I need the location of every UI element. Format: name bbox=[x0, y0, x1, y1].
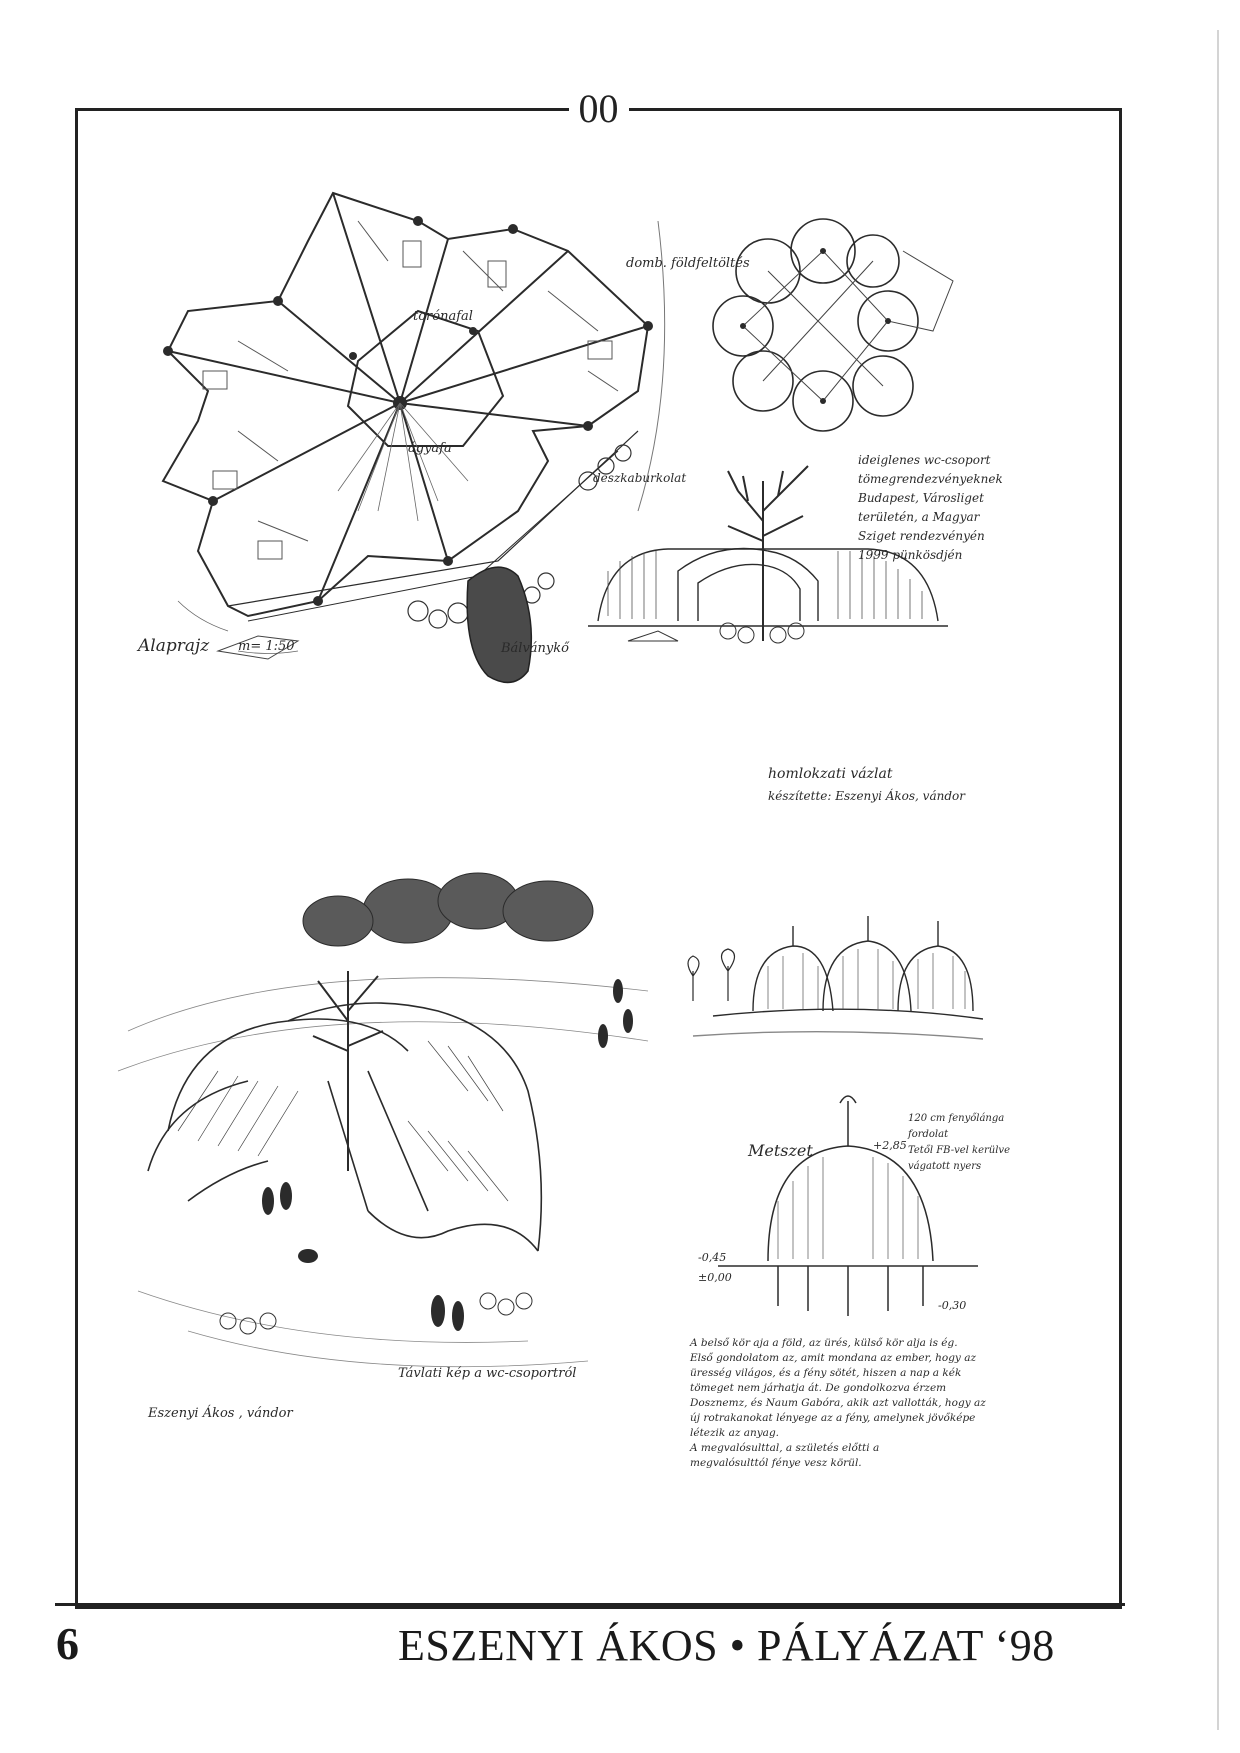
domes-sketch bbox=[653, 891, 983, 1041]
label-base-level: ±0,00 bbox=[698, 1271, 732, 1284]
label-cladding: deszkaburkolat bbox=[593, 471, 687, 485]
page-number: 6 bbox=[56, 1618, 79, 1669]
label-bench: ágyafa bbox=[408, 441, 452, 456]
label-idol-stone: Bálványkő bbox=[501, 641, 569, 656]
footer-rule bbox=[55, 1603, 1125, 1606]
label-mound: domb. földfeltöltés bbox=[626, 256, 750, 271]
label-signature: Eszenyi Ákos , vándor bbox=[148, 1406, 293, 1421]
label-footing: -0,30 bbox=[938, 1299, 967, 1312]
skylight-note-line: fordolat bbox=[908, 1129, 949, 1140]
circle-diagram-sketch bbox=[703, 211, 963, 441]
skylight-note-line: 120 cm fenyőlánga bbox=[908, 1113, 1005, 1124]
description-line: új rotrakanokat lényege az a fény, amelynek jövőképe bbox=[690, 1412, 976, 1424]
description-line: tömeget nem járhatja át. De gondolkozva érzem bbox=[690, 1382, 947, 1394]
description-line: Első gondolatom az, amit mondana az ember, hogy az bbox=[690, 1352, 976, 1364]
skylight-note bbox=[908, 1111, 1010, 1175]
description-line: üresség világos, és a fény sötét, hiszen a nap a kék bbox=[690, 1367, 962, 1379]
skylight-note-line: vágatott nyers bbox=[908, 1161, 982, 1172]
perspective-sketch bbox=[108, 871, 668, 1391]
label-partition-wall: torónafal bbox=[413, 309, 473, 324]
toilet-note-line: tömegrendezvényeknek bbox=[858, 472, 1003, 486]
drawing-frame bbox=[75, 86, 1122, 1609]
description-line: megvalósulttól fénye vesz körül. bbox=[690, 1457, 862, 1469]
description-line: létezik az anyag. bbox=[690, 1427, 779, 1439]
description-note bbox=[690, 1336, 986, 1471]
label-prepared-by: készítette: Eszenyi Ákos, vándor bbox=[768, 789, 965, 803]
toilet-note-line: területén, a Magyar bbox=[858, 510, 980, 524]
description-line: A belső kör aja a föld, az ürés, külső kör alja is ég. bbox=[690, 1337, 958, 1349]
page-edge-shadow bbox=[1217, 30, 1219, 1730]
toilet-note bbox=[858, 451, 1003, 565]
label-section: Metszet bbox=[748, 1141, 813, 1160]
label-roof-level: +2,85 bbox=[873, 1139, 907, 1152]
frame-title: 00 bbox=[569, 83, 629, 135]
description-line: Dosznemz, és Naum Gabóra, akik azt vallották, hogy az bbox=[690, 1397, 986, 1409]
label-floor-plan: Alaprajz bbox=[138, 636, 210, 656]
toilet-note-line: Sziget rendezvényén bbox=[858, 529, 985, 543]
skylight-note-line: Tetől FB-vel kerülve bbox=[908, 1145, 1010, 1156]
footer-title: ESZENYI ÁKOS • PÁLYÁZAT ‘98 bbox=[398, 1621, 1055, 1670]
label-elevation: homlokzati vázlat bbox=[768, 766, 893, 782]
toilet-note-line: Budapest, Városliget bbox=[858, 491, 984, 505]
toilet-note-line: ideiglenes wc-csoport bbox=[858, 453, 991, 467]
label-perspective: Távlati kép a wc-csoportról bbox=[398, 1366, 577, 1381]
label-ground-level: -0,45 bbox=[698, 1251, 727, 1264]
toilet-note-line: 1999 pünkösdjén bbox=[858, 548, 963, 562]
description-line: A megvalósulttal, a születés előtti a bbox=[690, 1442, 880, 1454]
label-scale: m= 1:50 bbox=[238, 639, 295, 654]
